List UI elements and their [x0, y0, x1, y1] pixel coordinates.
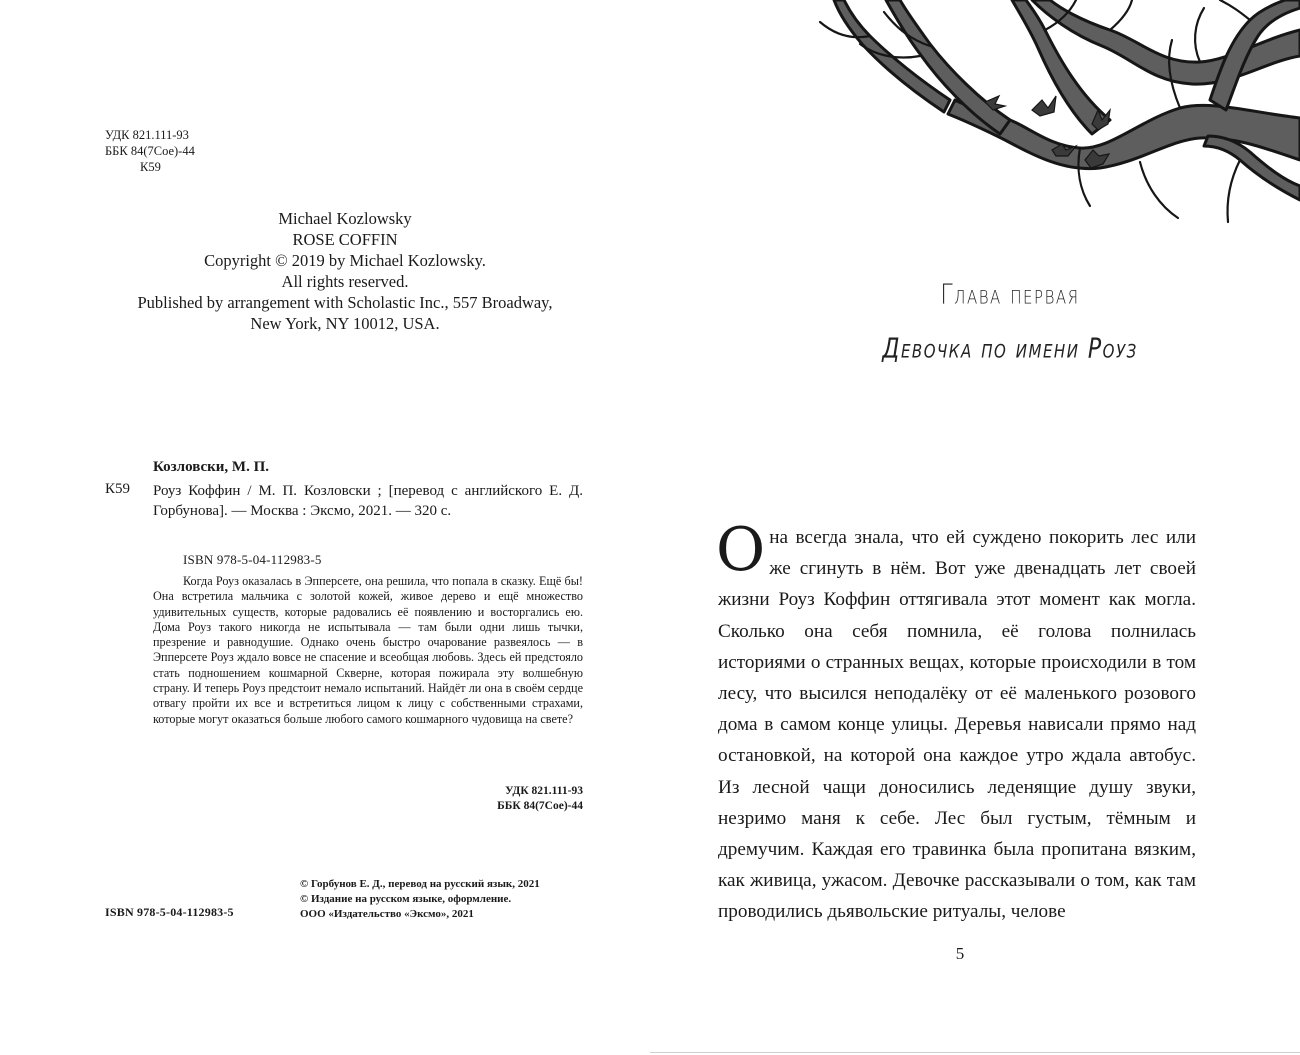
original-author: Michael Kozlowsky: [278, 209, 412, 228]
original-copyright: Copyright © 2019 by Michael Kozlowsky.: [204, 251, 486, 270]
udk-block: [105, 127, 195, 175]
tree-illustration: [780, 0, 1300, 250]
bbk-code: ББК 84(7Сое)-44: [105, 144, 195, 158]
body-paragraph: на всегда знала, что ей суждено покорить лес или же сгинуть в нём. Вот уже двенадцать лет своей жизни Роуз Коффин оттягивала этот момент как могла. Сколько она себя помнила, её голова полнилась историями о странных вещах, которые происходили в том лесу, что высился неподалёку от её маленького розового дома в самом конце улицы. Деревья нависали прямо над остановкой, на которой она каждое утро ждала автобус. Из лесной чащи доносились леденящие душу звуки, незримо маня к себе. Лес был густым, тёмным и дремучим. Каждая его травинка была пропитана вязким, как живица, ужасом. Девочке рассказывали о том, как там проводились дьявольские ритуалы, челове: [718, 527, 1196, 923]
bibliographic-description: Роуз Коффин / М. П. Козловски ; [перевод с английского Е. Д. Горбунова]. — Москва : Эксмо, 2021. — 320 с.: [153, 483, 583, 519]
isbn: ISBN 978-5-04-112983-5: [183, 552, 322, 567]
bibliographic-author-mark: К59: [105, 481, 131, 497]
original-title: ROSE COFFIN: [292, 230, 398, 249]
copyright-line: ООО «Издательство «Эксмо», 2021: [300, 908, 474, 920]
page-number: 5: [955, 944, 965, 963]
bibliographic-heading: Козловски, М. П.: [153, 459, 270, 475]
original-edition-info: [100, 208, 590, 334]
copyright-line: © Издание на русском языке, оформление.: [300, 893, 512, 905]
copyright-line: © Горбунов Е. Д., перевод на русский язык, 2021: [300, 878, 540, 890]
copyright-notice: [300, 877, 540, 922]
chapter-body: [716, 515, 1196, 928]
rights-reserved: All rights reserved.: [281, 272, 409, 291]
bbk-code-repeat: ББК 84(7Сое)-44: [497, 800, 583, 812]
author-mark: К59: [140, 160, 161, 174]
chapter-title: Девочка по имени Роуз: [882, 333, 1138, 366]
udk-classification-repeat: [380, 784, 583, 814]
publisher-line-2: New York, NY 10012, USA.: [250, 314, 440, 333]
udk-code-repeat: УДК 821.111-93: [505, 785, 583, 797]
drop-cap: О: [716, 515, 766, 585]
right-page: [650, 0, 1300, 1055]
udk-code: УДК 821.111-93: [105, 128, 189, 142]
isbn-bottom: ISBN 978-5-04-112983-5: [105, 905, 234, 919]
page-edge-rule: [650, 1052, 1300, 1053]
publisher-line-1: Published by arrangement with Scholastic Inc., 557 Broadway,: [137, 293, 553, 312]
chapter-label: Глава первая: [940, 279, 1080, 312]
annotation: Когда Роуз оказалась в Эпперсете, она решила, что попала в сказку. Ещё бы! Она встретила мальчика с золотой кожей, живое дерево и ещё множество удивительных существ, которые радовались её появлению и восторгались ею. Дома Роуз такого никогда не испытывала — там были одни лишь тычки, презрение и равнодушие. Однако очень быстро очарование развеялось — в Эпперсете Роуз ждало вовсе не спасение и всеобщая любовь. Здесь ей предстояло стать подношением кошмарной Скверне, которая пожирала эту волшебную страну. И теперь Роуз предстоит немало испытаний. Найдёт ли она в своём сердце отвагу пройти их все и встретиться лицом к лицу с собственными страхами, которые могут оказаться больше любого самого кошмарного чудовища на свете?: [153, 574, 583, 726]
